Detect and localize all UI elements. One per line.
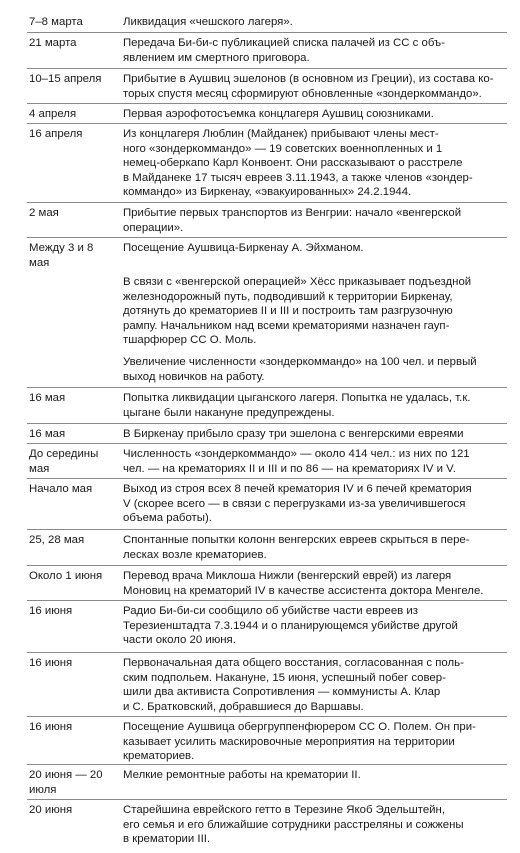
table-row xyxy=(27,12,507,32)
table-row xyxy=(27,103,507,124)
table-row xyxy=(27,600,507,653)
row-event: Численность «зондеркоммандо» — около 414 чел.: из них по 121 чел. — на крематориях II и III и по 86 — на крематориях IV и V. xyxy=(123,448,470,475)
row-event: Из концлагеря Люблин (Майданек) прибывают члены мест- ного «зондеркоммандо» — 19 советских военнопленных и 1 немец-оберкапо Карл Конвоент. Они рассказывают о расстреле в Майданеке 17 тысяч евреев 3.11.1943, а также членов «зондер- коммандо» из Биркенау, «эвакуированных» 24.2.1944. xyxy=(123,128,473,199)
row-date: 4 апреля xyxy=(29,108,77,120)
row-date: 20 июня xyxy=(29,804,73,816)
row-event: Прибытие первых транспортов из Венгрии: начало «венгерской операции». xyxy=(123,207,462,234)
row-date: 16 мая xyxy=(29,392,66,404)
row-date: 25, 28 мая xyxy=(29,534,85,546)
row-date: 10–15 апреля xyxy=(29,73,102,85)
row-date: 20 июня — 20 июля xyxy=(29,769,103,796)
row-event: Радио Би-би-си сообщило об убийстве части евреев из Терезиенштадта 7.3.1944 и о планирующемся убийстве другой части около 20 июня. xyxy=(123,605,458,647)
row-event: В Биркенау прибыло сразу три эшелона с венгерскими евреями xyxy=(123,428,464,440)
row-event: Первая аэрофотосъемка концлагеря Аушвиц союзниками. xyxy=(123,108,434,120)
row-date: 16 мая xyxy=(29,428,66,440)
table-row xyxy=(27,68,507,104)
row-date: 7–8 марта xyxy=(29,16,83,28)
table-row xyxy=(27,716,507,765)
table-row xyxy=(27,123,507,203)
row-date: 16 апреля xyxy=(29,128,83,140)
row-date: Между 3 и 8 мая xyxy=(29,242,94,269)
table-row xyxy=(27,478,507,530)
event-paragraph: В связи с «венгерской операцией» Хёсс приказывает подъездной железнодорожный путь, подводивший к территории Биркенау, дотянуть до крематориев II и III и построить там разгрузочную рампу. Начальником над всеми крематориями назначен гауп- тшарфюрер СС О. Моль. xyxy=(123,276,472,347)
table-row xyxy=(27,32,507,69)
table-row xyxy=(27,764,507,800)
table-row xyxy=(27,237,507,274)
row-event: Посещение Аушвица-Биркенау А. Эйхманом. xyxy=(123,242,364,254)
row-event: Спонтанные попытки колонн венгерских евреев скрыться в пере- лесках возле крематориев. xyxy=(123,534,470,561)
row-date: 21 марта xyxy=(29,37,77,49)
row-date: 16 июня xyxy=(29,657,73,669)
event-paragraph: Увеличение численности «зондеркоммандо» на 100 чел. и первый выход новичков на работу. xyxy=(123,356,477,383)
row-event: Перевод врача Миклоша Нижли (венгерский еврей) из лагеря Моновиц на крематорий IV в качестве ассистента доктора Менгеле. xyxy=(123,570,484,597)
table-row xyxy=(27,387,507,424)
row-date: 16 июня xyxy=(29,605,73,617)
row-event: Первоначальная дата общего восстания, согласованная с поль- ским подпольем. Накануне, 15 июня, успешный побег совер- шили два активиста Сопротивления — коммунисты А. Клар и С. Братковский, добравшиеся до Варшавы. xyxy=(123,657,464,713)
row-event: Прибытие в Аушвиц эшелонов (в основном из Греции), из состава ко- торых спустя месяц сформируют обновленные «зондеркоммандо». xyxy=(123,73,494,100)
row-event: Попытка ликвидации цыганского лагеря. Попытка не удалась, т.к. цыгане были накануне предупреждены. xyxy=(123,392,471,419)
row-date: 16 июня xyxy=(29,721,73,733)
row-event: Старейшина еврейского гетто в Терезине Якоб Эдельштейн, его семья и его ближайшие сотрудники расстреляны и сожжены в крематории III. xyxy=(123,804,464,846)
row-date: Начало мая xyxy=(29,483,93,495)
table-row xyxy=(27,529,507,566)
row-event: Передача Би-би-с публикацией списка палачей из СС с объ- явлением им смертного приговора. xyxy=(123,37,445,64)
row-date: До середины мая xyxy=(29,448,99,475)
table-row xyxy=(27,423,507,444)
row-date: 2 мая xyxy=(29,207,59,219)
row-event: Выход из строя всех 8 печей крематория IV и 6 печей крематория V (скорее всего — в связи с перегрузками из-за увеличившегося объема работы). xyxy=(123,483,472,525)
row-event: Посещение Аушвица обергруппенфюрером СС О. Полем. Он при- казывает усилить маскировочные мероприятия на территории крематориев. xyxy=(123,721,476,763)
row-event: Мелкие ремонтные работы на крематории II. xyxy=(123,769,361,781)
table-row xyxy=(27,565,507,601)
row-date: Около 1 июня xyxy=(29,570,103,582)
table-row xyxy=(27,652,507,717)
table-row xyxy=(27,799,507,852)
table-row xyxy=(27,202,507,238)
row-event: Ликвидация «чешского лагеря». xyxy=(123,16,293,28)
table-row xyxy=(27,443,507,479)
